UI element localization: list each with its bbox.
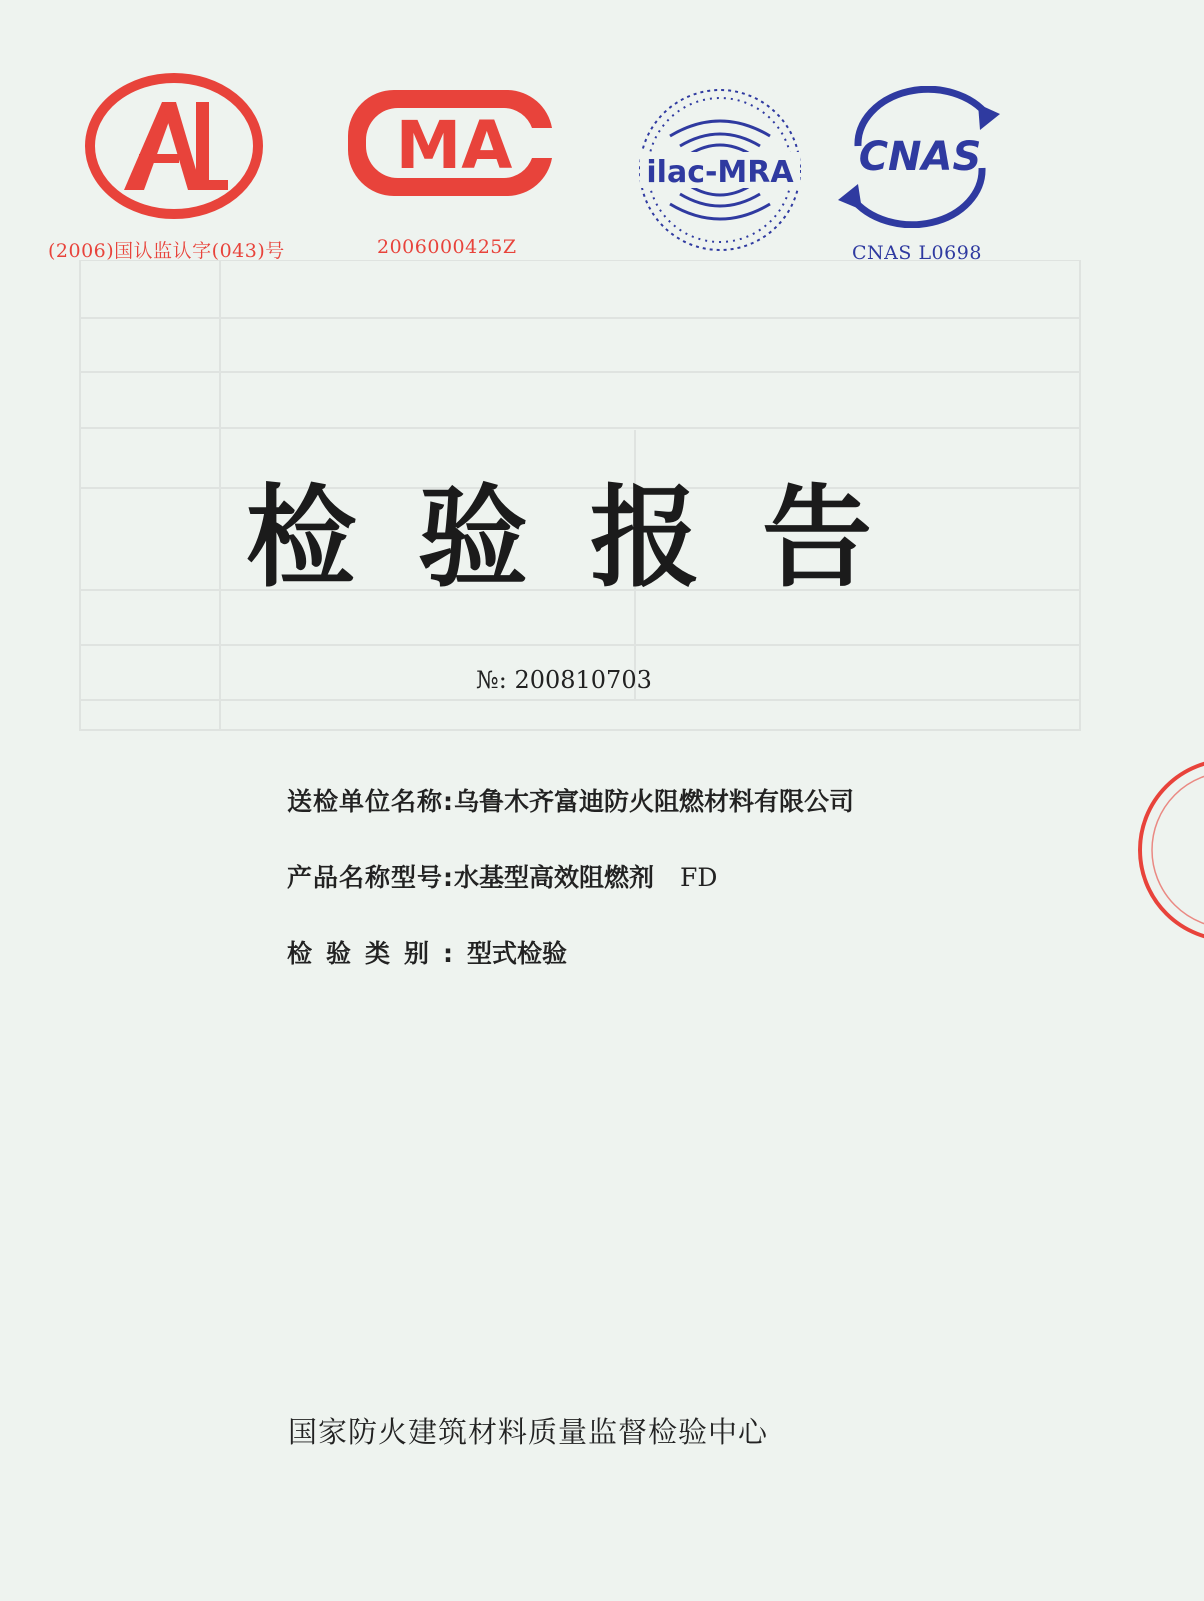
cma-logo — [342, 82, 560, 204]
report-number-label: №: — [476, 666, 507, 694]
cal-caption: (2006)国认监认字(043)号 — [48, 240, 285, 262]
field-product — [287, 858, 717, 894]
field-test-type — [287, 934, 567, 970]
field-test-type-label: 检验类别: — [287, 939, 467, 968]
cal-logo — [84, 72, 264, 220]
report-number — [476, 666, 652, 694]
cnas-caption: CNAS L0698 — [852, 242, 982, 264]
ilac-mra-logo — [636, 86, 804, 254]
cma-caption: 2006000425Z — [377, 236, 517, 258]
issuer-name: 国家防火建筑材料质量监督检验中心 — [288, 1415, 769, 1449]
field-product-model: FD — [680, 863, 718, 892]
field-product-label: 产品名称型号: — [287, 863, 454, 892]
report-number-value: 200810703 — [514, 666, 652, 694]
cma-logo-text: MA — [395, 107, 513, 184]
red-seal-stamp — [1134, 755, 1204, 949]
field-client-value: 乌鲁木齐富迪防火阻燃材料有限公司 — [454, 787, 855, 816]
cnas-logo-text: CNAS — [858, 134, 982, 180]
field-product-value: 水基型高效阻燃剂 — [454, 863, 655, 892]
report-title: 检验报告 — [246, 474, 934, 602]
field-client — [287, 782, 854, 818]
ilac-logo-text: ilac-MRA — [646, 155, 794, 190]
field-client-label: 送检单位名称: — [287, 787, 454, 816]
field-test-type-value: 型式检验 — [467, 939, 568, 968]
cnas-logo — [828, 86, 1012, 228]
